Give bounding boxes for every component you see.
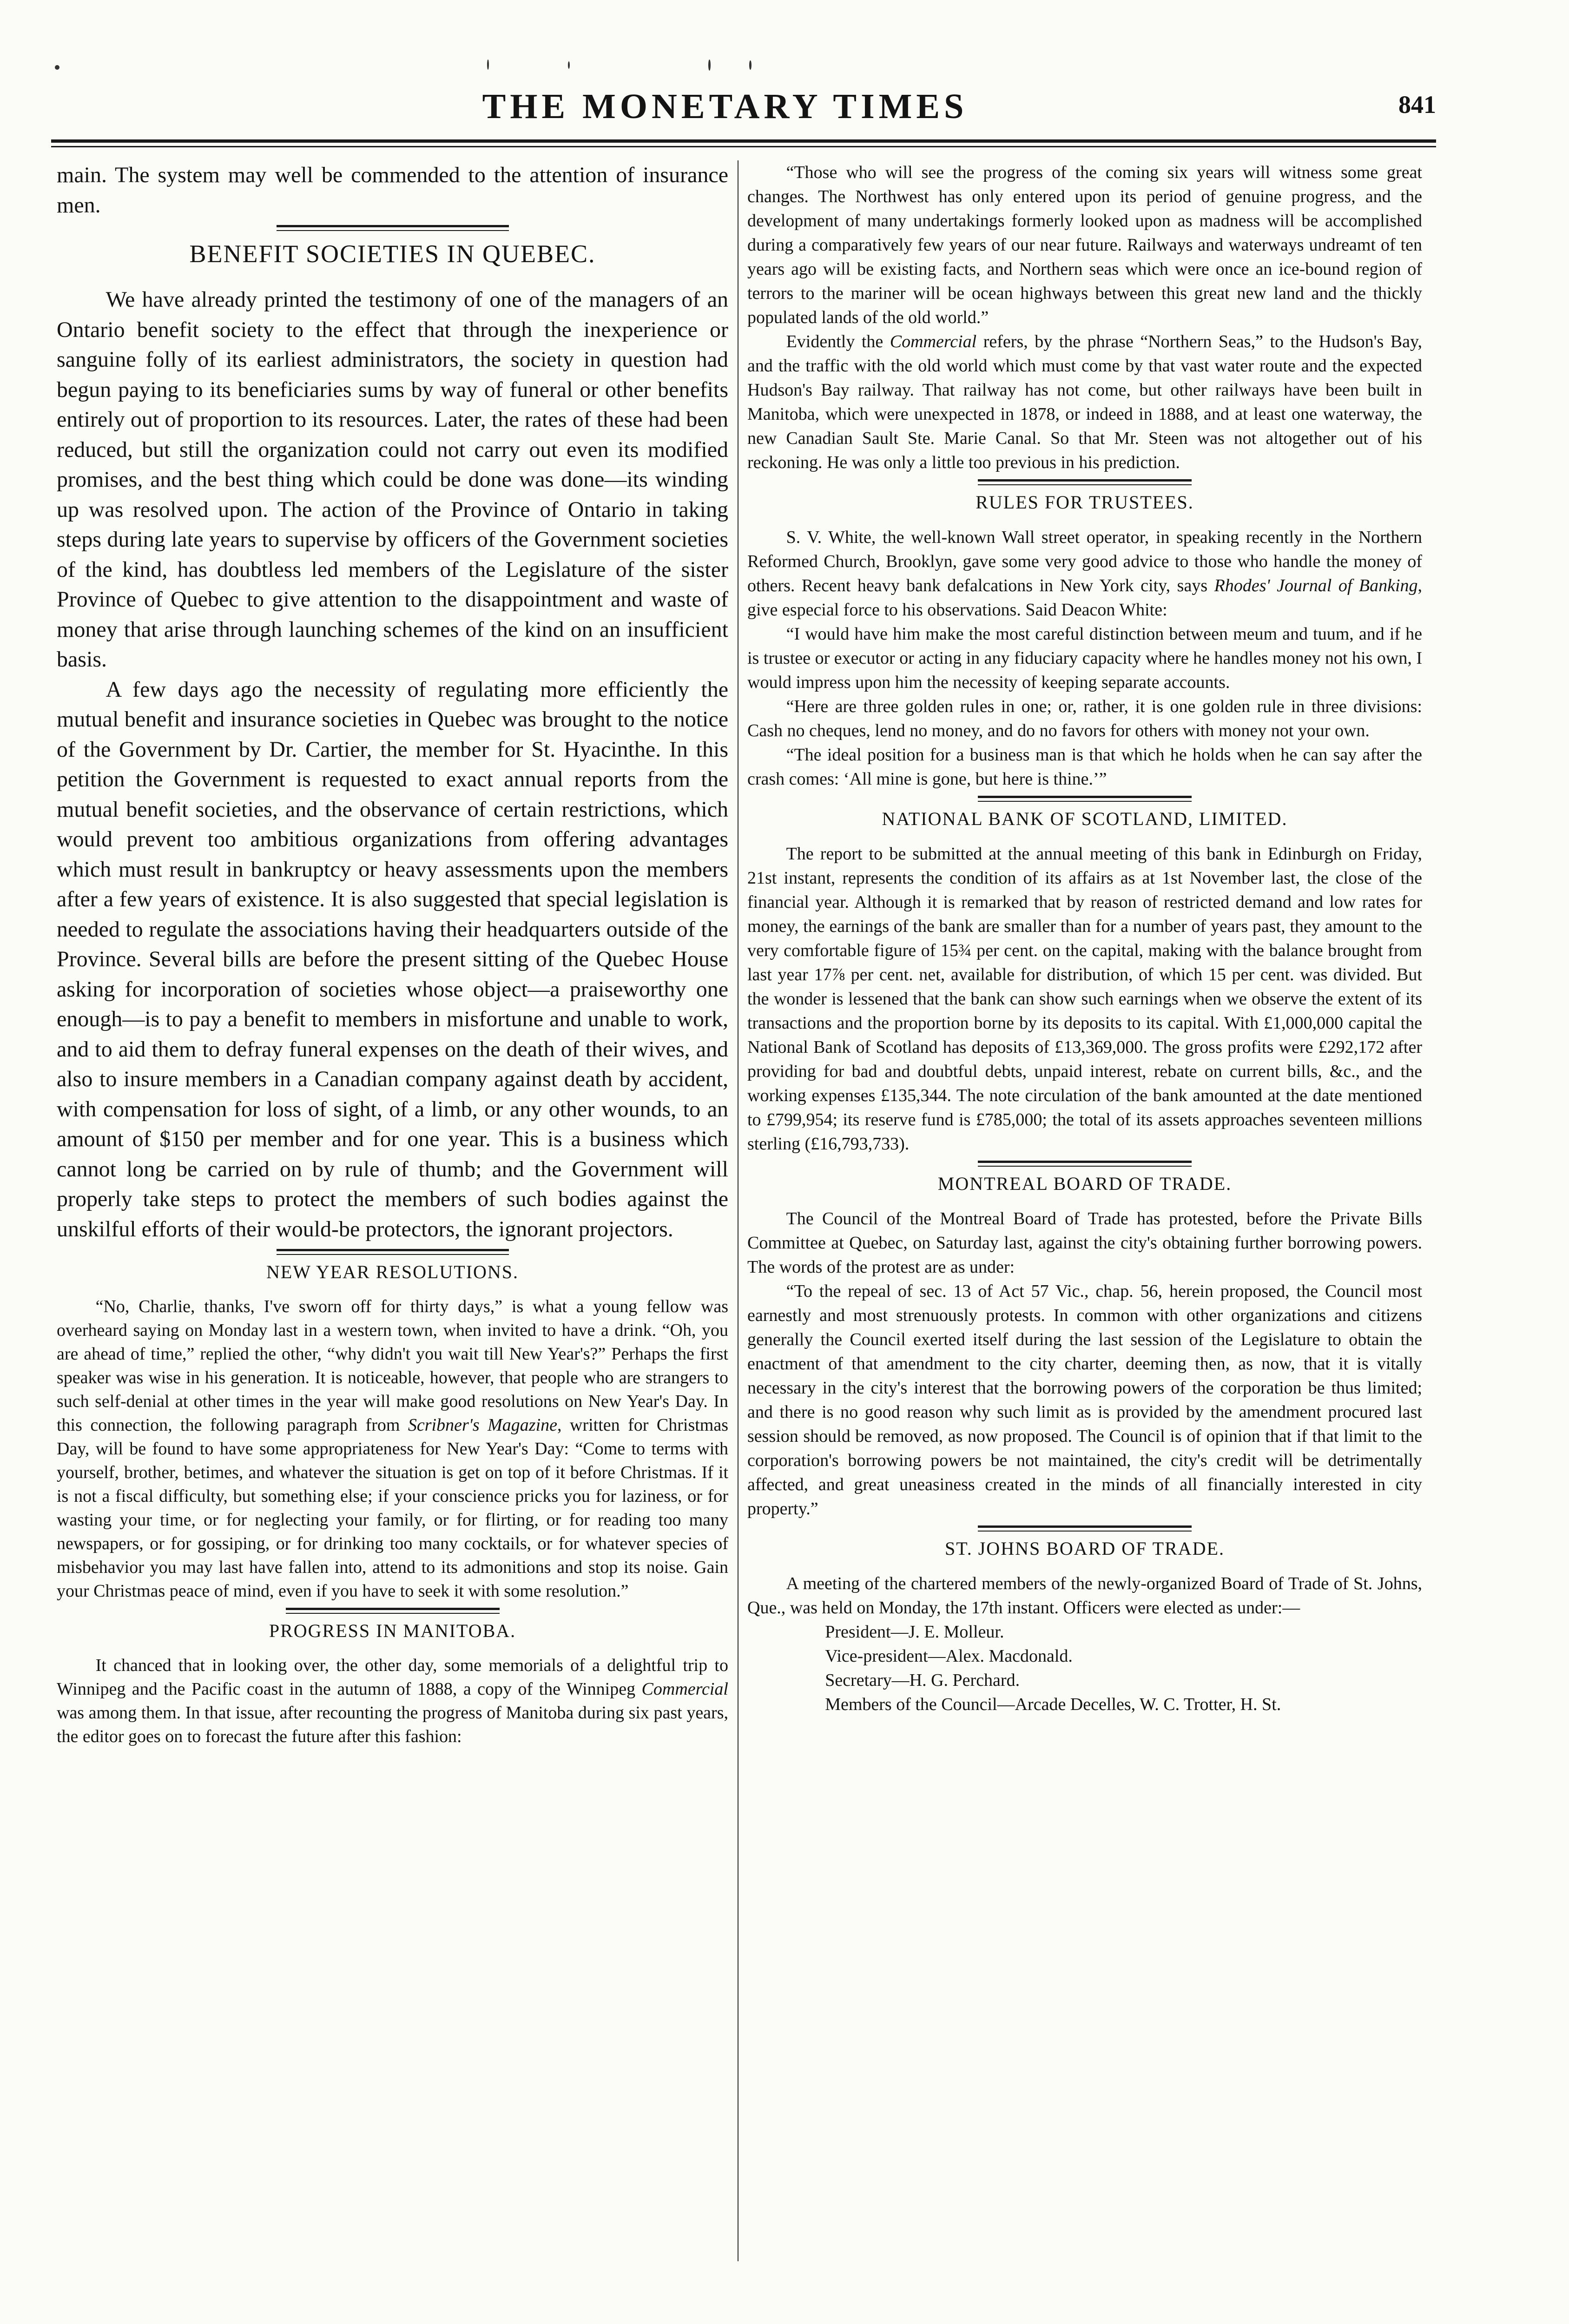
print-speck <box>749 60 752 70</box>
section-separator <box>277 225 509 231</box>
trustees-paragraph-4: “The ideal position for a business man is that which he holds when he can say after the crash comes: ‘All mine is gone, but here is thine.’” <box>747 745 1422 789</box>
new-year-paragraph: “No, Charlie, thanks, I've sworn off for thirty days,” is what a young fellow was overheard saying on Monday last in a western town, when invited to have a drink. “Oh, you are ahead of time,” replied the other, “why didn't you wait till New Year's?” Perhaps the first speaker was wise in his generation. It is noticeable, however, that people who are strangers to such self-denial at other times in the year will make good resolutions on New Year's Day. In this connection, the following paragraph from Scribner's Magazine, written for Christmas Day, will be found to have some appropriateness for New Year's Day: “Come to terms with yourself, brother, betimes, and whatever the situation is get on top of it before Christmas. If it is not a fiscal difficulty, but something else; if your conscience pricks you for laziness, or for wasting your time, or for neglecting your family, or for flirting, or for reading too many newspapers, or for gossiping, or for drinking too many cocktails, or for whatever species of misbehavior you may last have fallen into, attend to its admonitions and stop its noise. Gain your Christmas peace of mind, even if you have to seek it with some resolution.” <box>57 1297 728 1601</box>
officer-line: President—J. E. Molleur. <box>825 1622 1004 1642</box>
manitoba-heading: PROGRESS IN MANITOBA. <box>269 1620 516 1641</box>
manitoba-quote: “Those who will see the progress of the coming six years will witness some great changes. The Northwest has only entered upon its period of genuine progress, and the development of many undertakings formerly looked upon as madness will be accomplished during a comparatively few years of our near future. Railways and waterways undreamt of ten years ago will be existing facts, and Northern seas which were once an ice-bound region of terrors to the mariner will be ocean highways between this great new land and the thickly populated lands of the old world.” <box>747 163 1422 327</box>
officer-line: Secretary—H. G. Perchard. <box>825 1670 1020 1690</box>
page-number: 841 <box>1398 91 1436 119</box>
montreal-paragraph-1: The Council of the Montreal Board of Trade has protested, before the Private Bills Committee at Quebec, on Saturday last, against the city's obtaining further borrowing powers. The words of the protest are as under: <box>747 1209 1422 1277</box>
national-bank-paragraph: The report to be submitted at the annual meeting of this bank in Edinburgh on Friday, 21st instant, represents the condition of its affairs as at 1st November last, the close of the financial year. Although it is remarked that by reason of restricted demand and low rates for money, the earnings of the bank are smaller than for a number of years past, they amount to the very comfortable figure of 15¾ per cent. on the capital, making with the balance brought from last year 17⅞ per cent. net, available for distribution, of which 15 per cent. was divided. But the wonder is lessened that the bank can show such earnings when we observe the extent of its transactions and the proportion borne by its deposits to its capital. With £1,000,000 capital the National Bank of Scotland has deposits of £13,369,000. The gross profits were £292,172 after providing for bad and doubtful debts, unpaid interest, rebate on current bills, &c., and the working expenses £135,344. The note circulation of the bank amounted at the date mentioned to £799,954; its reserve fund is £785,000; the total of its assets approaches seventeen millions sterling (£16,793,733). <box>747 844 1422 1154</box>
masthead <box>51 84 1436 135</box>
trustees-paragraph-2: “I would have him make the most careful distinction between meum and tuum, and if he is trustee or executor or acting in any fiduciary capacity where he handles money not his own, I would impress upon him the necessity of keeping separate accounts. <box>747 624 1422 692</box>
montreal-paragraph-2: “To the repeal of sec. 13 of Act 57 Vic., chap. 56, herein proposed, the Council most earnestly and most strenuously protests. In common with other organizations and citizens generally the Council exerted itself during the last session of the Legislature to obtain the enactment of that amendment to the city charter, deeming then, as now, that it is vitally necessary in the city's interest that the borrowing powers of the corporation be thus limited; and there is no good reason why such limit as is provided by the amendment procured last session should be removed, as now proposed. The Council is of opinion that if that limit to the corporation's borrowing powers be not maintained, the city's credit will be detrimentally affected, and great uneasiness created in the minds of all financially interested in city property.” <box>747 1281 1422 1519</box>
source-newspaper: Commercial <box>641 1679 728 1699</box>
trustees-paragraph-3: “Here are three golden rules in one; or, rather, it is one golden rule in three divisions: Cash no cheques, lend no money, and do no favors for others with money not your own. <box>747 697 1422 740</box>
st-johns-paragraph: A meeting of the chartered members of the newly-organized Board of Trade of St. Johns, Que., was held on Monday, the 17th instant. Officers were elected as under:— <box>747 1574 1422 1618</box>
section-separator <box>978 1161 1192 1167</box>
benefit-societies-paragraph-1: We have already printed the testimony of one of the managers of an Ontario benefit society to the effect that through the inexperience or sanguine folly of its earliest administrators, the society in question had begun paying to its beneficiaries sums by way of funeral or other benefits entirely out of proportion to its resources. Later, the rates of these had been reduced, but still the organization could not carry out even its modified promises, and the best thing which could be done was done—its winding up was resolved upon. The action of the Province of Ontario in taking steps during late years to supervise by officers of the Government societies of the kind, has doubtless led members of the Legislature of the sister Province of Quebec to give attention to the disappointment and waste of money that arise through launching schemes of the kind on an insufficient basis. <box>57 287 728 672</box>
manitoba-paragraph: It chanced that in looking over, the other day, some memorials of a delightful trip to Winnipeg and the Pacific coast in the autumn of 1888, a copy of the Winnipeg Commercial was among them. In that issue, after recounting the progress of Manitoba during six past years, the editor goes on to forecast the future after this fashion: <box>57 1656 728 1746</box>
trustees-paragraph-1: S. V. White, the well-known Wall street operator, in speaking recently in the Northern Reformed Church, Brooklyn, gave some very good advice to those who handle the money of others. Recent heavy bank defalcations in New York city, says Rhodes' Journal of Banking, give especial force to his observations. Said Deacon White: <box>747 528 1422 620</box>
section-separator <box>978 479 1192 485</box>
benefit-societies-heading: BENEFIT SOCIETIES IN QUEBEC. <box>189 240 596 268</box>
officer-line: Vice-president—Alex. Macdonald. <box>825 1646 1073 1666</box>
trustees-heading: RULES FOR TRUSTEES. <box>976 492 1194 513</box>
st-johns-heading: ST. JOHNS BOARD OF TRADE. <box>945 1538 1225 1559</box>
montreal-heading: MONTREAL BOARD OF TRADE. <box>937 1173 1232 1194</box>
source-journal: Rhodes' Journal of Banking <box>1214 576 1418 595</box>
benefit-societies-paragraph-2: A few days ago the necessity of regulating more efficiently the mutual benefit and insurance societies in Quebec was brought to the notice of the Government by Dr. Cartier, the member for St. Hyacinthe. In this petition the Government is requested to exact annual reports from the mutual benefit societies, and the observance of certain restrictions, which would prevent too ambitious organizations from offering advantages which must result in bankruptcy or heavy assessments upon the members after a few years of existence. It is also suggested that special legislation is needed to regulate the associations having their headquarters outside of the Province. Several bills are before the present sitting of the Quebec House asking for incorporation of societies whose object—a praiseworthy one enough—is to pay a benefit to members in misfortune and unable to work, and to aid them to defray funeral expenses on the death of their wives, and also to insure members in a Canadian company against death by accident, with compensation for loss of sight, of a limb, or any other wounds, to an amount of $150 per member and for one year. This is a business which cannot long be carried on by rule of thumb; and the Government will properly take steps to protect the members of such bodies against the unskilful efforts of their would-be protectors, the ignorant projectors. <box>57 677 728 1241</box>
masthead-rule-thick <box>51 139 1436 143</box>
continuation-text: main. The system may well be commended to the attention of insurance men. <box>57 163 728 218</box>
print-speck <box>55 65 59 70</box>
officer-line: Members of the Council—Arcade Decelles, W. C. Trotter, H. St. <box>825 1695 1281 1714</box>
print-speck <box>568 61 570 69</box>
manitoba-commentary: Evidently the Commercial refers, by the phrase “Northern Seas,” to the Hudson's Bay, and the traffic with the old world which must come by that vast water route and the expected Hudson's Bay railway. That railway has not come, but other railways have been built in Manitoba, which were unexpected in 1878, or indeed in 1888, and at least one waterway, the new Canadian Sault Ste. Marie Canal. So that Mr. Steen was not altogether out of his reckoning. He was only a little too previous in his prediction. <box>747 332 1422 472</box>
left-column <box>57 160 728 1749</box>
right-column <box>747 160 1422 1717</box>
new-year-heading: NEW YEAR RESOLUTIONS. <box>266 1261 519 1282</box>
section-separator <box>978 796 1192 802</box>
masthead-title: THE MONETARY TIMES <box>482 87 968 126</box>
print-speck <box>708 59 711 71</box>
print-speck <box>487 59 489 70</box>
section-separator <box>286 1608 500 1614</box>
section-separator <box>277 1249 509 1255</box>
masthead-rule-thin <box>51 146 1436 147</box>
national-bank-heading: NATIONAL BANK OF SCOTLAND, LIMITED. <box>882 808 1288 829</box>
source-newspaper: Commercial <box>890 332 977 351</box>
source-magazine: Scribner's Magazine <box>408 1415 558 1435</box>
section-separator <box>978 1525 1192 1532</box>
